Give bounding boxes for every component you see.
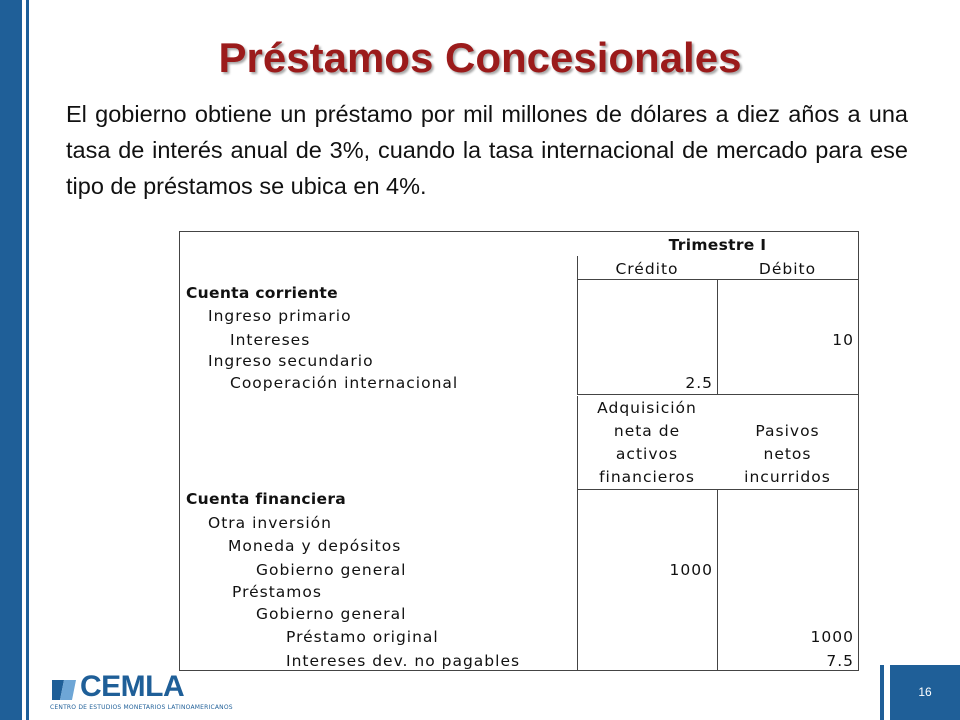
period-header: Trimestre I: [668, 236, 767, 254]
other-investment-label: Otra inversión: [208, 514, 332, 532]
loans-label: Préstamos: [232, 583, 322, 601]
general-government-label: Gobierno general: [256, 561, 407, 579]
page-number: 16: [890, 665, 960, 720]
current-account-heading: Cuenta corriente: [186, 284, 338, 302]
cemla-logo-icon: [50, 676, 78, 704]
financial-account-heading: Cuenta financiera: [186, 490, 347, 508]
logo-name: CEMLA: [80, 670, 185, 703]
liabilities-header-line: incurridos: [744, 468, 831, 486]
interest-debit-value: 10: [832, 331, 854, 349]
general-government-label: Gobierno general: [256, 605, 407, 623]
general-government-credit-value: 1000: [669, 561, 713, 579]
primary-income-label: Ingreso primario: [208, 307, 352, 325]
intl-cooperation-label: Cooperación internacional: [230, 374, 459, 392]
left-accent-line: [26, 0, 29, 720]
liabilities-header-line: netos: [763, 445, 812, 463]
divider: [577, 489, 858, 490]
divider: [577, 490, 578, 670]
divider: [577, 279, 858, 280]
balance-of-payments-table: [179, 231, 859, 671]
accrued-interest-label: Intereses dev. no pagables: [286, 652, 521, 670]
original-loan-label: Préstamo original: [286, 628, 439, 646]
currency-deposits-label: Moneda y depósitos: [228, 537, 402, 555]
divider: [577, 394, 858, 395]
page-accent-bar: [880, 665, 884, 720]
liabilities-header-line: Pasivos: [755, 422, 820, 440]
assets-header-line: activos: [615, 445, 679, 463]
original-loan-debit-value: 1000: [810, 628, 854, 646]
intro-paragraph: El gobierno obtiene un préstamo por mil millones de dólares a diez años a una tasa de interés anual de 3%, cuando la tasa internacional de mercado para ese tipo de préstamos se ubica en 4%.: [66, 101, 908, 199]
accrued-interest-debit-value: 7.5: [826, 652, 854, 670]
left-accent-bar: [0, 0, 22, 720]
logo-subtitle: CENTRO DE ESTUDIOS MONETARIOS LATINOAMERICANOS: [50, 704, 233, 711]
assets-header-line: Adquisición: [597, 399, 697, 417]
assets-header-line: financieros: [599, 468, 695, 486]
credit-header: Crédito: [615, 260, 679, 278]
interest-label: Intereses: [230, 331, 311, 349]
cemla-logo: [50, 670, 233, 716]
secondary-income-label: Ingreso secundario: [208, 352, 374, 370]
assets-header-line: neta de: [613, 422, 681, 440]
intl-cooperation-credit-value: 2.5: [685, 374, 713, 392]
debit-header: Débito: [758, 260, 817, 278]
slide-title: Préstamos Concesionales: [218, 34, 742, 81]
